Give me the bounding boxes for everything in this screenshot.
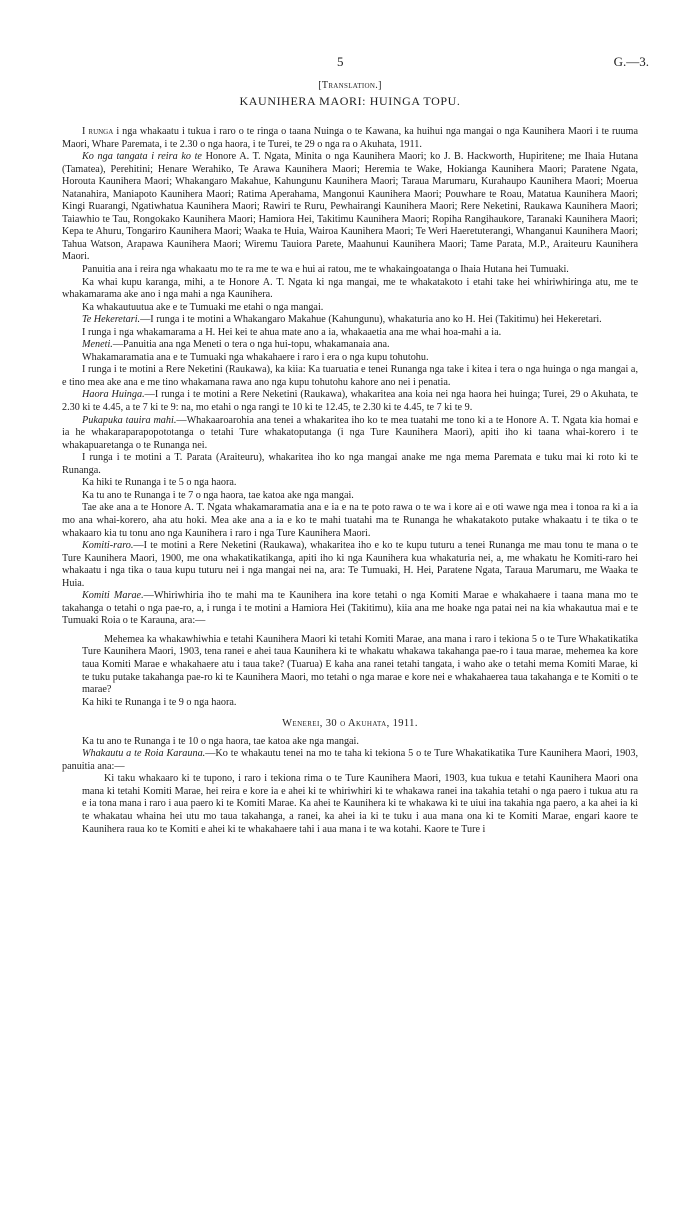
lead-in: Meneti. bbox=[82, 339, 113, 351]
paragraph-text: —Panuitia ana nga Meneti o tera o nga hui-topu, whakamanaia ana. bbox=[112, 339, 390, 351]
paragraph-text: I runga i te motini a T. Parata (Araiteuru), whakaritea iho ko nga mangai anake me nga mema Paremata e tuku mai ki roto ki te Runanga. bbox=[62, 452, 638, 476]
lead-in: Haora Huinga. bbox=[82, 389, 145, 401]
lead-in: I runga bbox=[82, 126, 114, 137]
paragraph-text: —I te motini a Rere Neketini (Raukawa), whakaritea iho e ko te kupu tuturu a tenei Runanga me mau tonu te mana o te Ture Kaunihera Maori, 1900, me ona whakatikatikanga, apiti iho ki nga Kaunihera kua whakaturia nei, a, me whakatu he Komiti-raro hei whakaatu i nga tika o taua kupu tuturu nei i nga mangai nei na, ara: Te Tumuaki, H. Hei, Paratene Ngata, Taraua Marumaru, me Waaka te Huia. bbox=[62, 540, 638, 589]
paragraph-text: Tae ake ana a te Honore A. T. Ngata whakamaramatia ana e ia e na te poto rawa o te wa i kore ai e oti wawe nga mea i tonoa ra ki a ia mo ana whai-korero, aha atu hoki. Mea ake ana a ia e ko te mahi tuatahi ma te Runanga he whakatakoto putake whakaatu i te tika o te whakaaro kia tu tonu ano nga Kaunihera i raro i nga Ture Kaunihera Maori. bbox=[62, 502, 638, 539]
lead-in: Pukapuka tauira mahi. bbox=[82, 414, 177, 426]
paragraph bbox=[62, 389, 638, 414]
paragraph bbox=[62, 452, 638, 477]
paragraph-text: Whakamaramatia ana e te Tumuaki nga whakahaere i raro i era o nga kupu tohutohu. bbox=[82, 351, 429, 363]
paragraph bbox=[62, 502, 638, 540]
paragraph-text: —I runga i te motini a Whakangaro Makahue (Kahungunu), whakaturia ano ko H. Hei (Takitimu) hei Hekeretari. bbox=[140, 314, 602, 326]
paragraph bbox=[62, 490, 638, 503]
lead-in: Komiti-raro. bbox=[82, 540, 134, 552]
paragraph bbox=[62, 126, 638, 151]
page-number: 5 bbox=[337, 54, 344, 69]
lead-in: Te Hekeretari. bbox=[82, 314, 141, 326]
paragraph-text: Panuitia ana i reira nga whakaatu mo te ra me te wa e hui ai ratou, me te whakaingoatanga o Ihaia Hutana hei Tumuaki. bbox=[82, 264, 569, 276]
session-heading: Wenerei, 30 o Akuhata, 1911. bbox=[282, 718, 418, 730]
document-reference: G.—3. bbox=[613, 54, 649, 69]
paragraph: Ka hiki te Runanga i te 9 o nga haora. bbox=[82, 696, 237, 708]
paragraph-text: Ka tu ano te Runanga i te 7 o nga haora, tae katoa ake nga mangai. bbox=[82, 489, 354, 501]
lead-in: Whakautu a te Roia Karauna. bbox=[82, 748, 206, 760]
paragraph-text: Ka whai kupu karanga, mihi, a te Honore A. T. Ngata ki nga mangai, me te whakatakoto i etahi take hei whiriwhiringa atu, me te whakamarama ake ano i nga mahi a nga Kaunihera. bbox=[62, 276, 638, 301]
paragraph bbox=[62, 748, 638, 773]
document-body bbox=[62, 126, 638, 836]
paragraph bbox=[62, 327, 638, 340]
translation-label: [Translation.] bbox=[318, 80, 382, 91]
paragraph bbox=[62, 314, 638, 327]
paragraph-text: Ka whakautuutua ake e te Tumuaki me etahi o nga mangai. bbox=[82, 301, 324, 313]
paragraph-text: —I runga i te motini a Rere Neketini (Raukawa), whakaritea ana koia nei nga haora hei huinga; Turei, 29 o Akuhata, te 2.30 ki te 4.45, a te 7 ki te 9: na, mo etahi o nga rangi te 10 ki te 12.45, te 2.30 ki te 4.45, te 7 ki te 9. bbox=[62, 389, 638, 414]
block-quote: Mehemea ka whakawhiwhia e tetahi Kaunihera Maori ki tetahi Komiti Marae, ana mana i raro i tekiona 5 o te Ture Whakatikatika Ture Kaunihera Maori, 1903, tena ranei e ahei taua Kaunihera ki te whakatu whakawa takahanga pae-ro i taua marae, mehemea ka kore taua Komiti Marae e whakahaere atu i taua take? (Tuarua) E kaha ana ranei tetahi tangata, i waho ake o tetahi mema Komiti Marae, ki te tuku putake takahanga pae-ro ki te Kaunihera Maori, mo tetahi o nga marae e kore nei e whakahaerea taua takahanga e te Komiti o te marae? bbox=[82, 633, 638, 696]
paragraph bbox=[62, 339, 638, 352]
paragraph-text: Honore A. T. Ngata, Minita o nga Kaunihera Maori; ko J. B. Hackworth, Hupiritene; me Ihaia Hutana (Tamatea), Perehitini; Henare Werahiko, Te Arawa Kaunihera Maori; Heremia te Wake, Hokianga Kaunihera Maori; Paratene Ngata, Horouta Kaunihera Maori; Whakangaro Makahue, Kahungunu Kaunihera Maori; Taraua Marumaru, Kurahaupo Kaunihera Maori; Moerua Natanahira, Maniapoto Kaunihera Maori; Ratima Aperahama, Mangonui Kaunihera Maori; Pouwhare te Roau, Matatua Kaunihera Maori; Kingi Ruarangi, Ngatiwhatua Kaunihera Maori; Rawiri te Ruru, Pewhairangi Kaunihera Maori; Rere Neketini, Raukawa Kaunihera Maori; Taiawhio te Tau, Rongokako Kaunihera Maori; Hamiora Hei, Takitimu Kaunihera Maori; Ropiha Rangihaukore, Taranaki Kaunihera Maori; Kepa te Ahuru, Tongariro Kaunihera Maori; Waaka te Huia, Wairoa Kaunihera Maori; Te Weri Haeretuterangi, Whanganui Kaunihera Maori; Tahua Watson, Arapawa Kaunihera Maori; Wiremu Tauiora Parete, Maahunui Kaunihera Maori; Tame Parata, M.P., Araiteuru Kaunihera Maori. bbox=[62, 151, 638, 263]
paragraph-text: —Whiriwhiria iho te mahi ma te Kaunihera ina kore tetahi o nga Komiti Marae e whakahaere i taana mana mo te takahanga o tetahi o nga pae-ro, a, i runga i te motini a Hamiora Hei (Takitimu), kiia ana me hoake nga patai nei na kia whakautua mai e te Tumuaki Roia o te Karauna, ara:— bbox=[62, 590, 638, 627]
paragraph-text: I runga i te motini a Rere Neketini (Raukawa), ka kiia: Ka tuaruatia e tenei Runanga nga take i kitea i tera o nga huinga o nga mangai a, e tino mea ake ana e me tino whakamana rawa ano nga kupu tohutohu kahore ano nei i penatia. bbox=[62, 364, 638, 388]
paragraph bbox=[62, 302, 638, 315]
paragraph bbox=[62, 415, 638, 453]
paragraph bbox=[62, 151, 638, 264]
lead-in: Ko nga tangata i reira ko te bbox=[82, 151, 202, 163]
paragraph-text: I runga i nga whakamarama a H. Hei kei te ahua mate ano a ia, whakaaetia ana me whai hoa-mahi a ia. bbox=[82, 326, 502, 338]
paragraph-text: —Ko te whakautu tenei na mo te taha ki tekiona 5 o te Ture Whakatikatika Ture Kaunihera Maori, 1903, panuitia ana:— bbox=[62, 748, 638, 772]
paragraph bbox=[62, 264, 638, 277]
lead-in: Komiti Marae. bbox=[82, 590, 144, 602]
page-title: KAUNIHERA MAORI: HUINGA TOPU. bbox=[239, 94, 461, 108]
paragraph: Ka tu ano te Runanga i te 10 o nga haora, tae katoa ake nga mangai. bbox=[82, 735, 359, 747]
paragraph bbox=[62, 477, 638, 490]
paragraph-text: Ka hiki te Runanga i te 5 o nga haora. bbox=[82, 477, 237, 489]
paragraph bbox=[62, 352, 638, 365]
paragraph bbox=[62, 590, 638, 628]
paragraph bbox=[62, 364, 638, 389]
paragraph bbox=[62, 277, 638, 302]
paragraph-text: —Whakaaroarohia ana tenei a whakaritea iho ko te mea tuatahi me tono ki a te Honore A. T. Ngata kia homai e ia he whakaraparapopototanga o tetahi Ture whakatoputanga (i nga Ture Kaunihera Maori), apiti iho ki taana whai-korero i te whakapuaretanga o te Runanga nei. bbox=[62, 414, 638, 451]
block-quote: Ki taku whakaaro ki te tupono, i raro i tekiona rima o te Ture Kaunihera Maori, 1903, kua tukua e tetahi Kaunihera Maori ona mana ki tetahi Komiti Marae, hei reira e kore ia e ahei ki te whiriwhiri ki te whakawa ranei ina takahia tetahi o nga paero i tukua atu ra e ia tona mana i raro i aua paero ki te Komiti Marae. Ka ahei te Kaunihera ki te whakawa ki te uiui ina takahia nga paero, a ka ahei ia ki te whakatau whaina hei utu mo taua takahanga, a ranei, ka ahei ia ki te tuku i aua mana ona ki te Komiti Marae, engari kaore te Kaunihera raua ko te Komiti e ahei ki te whakahaere tahi i aua mana i te wa kotahi. Kaore te Ture i bbox=[82, 773, 638, 835]
paragraph-text: i nga whakaatu i tukua i raro o te ringa o taana Nuinga o te Kawana, ka huihui nga mangai o nga Kaunihera Maori i te ruuma Maori, Whare Paremata, i te 2.30 o nga haora, i te Turei, te 29 o nga ra o Akuhata, 1911. bbox=[62, 126, 638, 150]
paragraph bbox=[62, 540, 638, 590]
